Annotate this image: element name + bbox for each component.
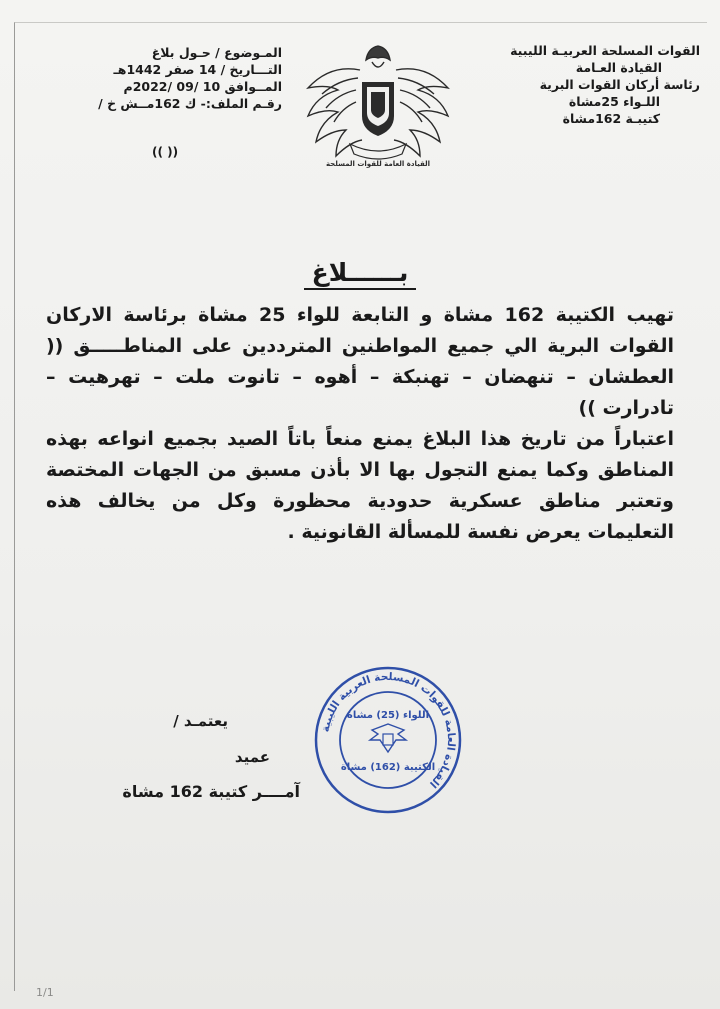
header-line: اللـواء 25مشاة	[568, 94, 660, 109]
eagle-emblem-icon	[300, 40, 456, 175]
header-line: كتيبـة 162مشاة	[562, 111, 660, 126]
stamp-eagle-icon	[370, 724, 406, 752]
approval-label: يعتمـد /	[173, 712, 228, 730]
emblem-caption: القيادة العامة للقوات المسلحة	[325, 160, 431, 168]
stamp-inner-ring	[340, 692, 436, 788]
page-number: 1/1	[36, 986, 54, 999]
document-title	[0, 258, 720, 287]
header-line: القوات المسلحة العربيـة الليبية	[510, 43, 700, 58]
header-organization	[480, 42, 700, 127]
title-text: بــــــلاغ	[304, 258, 417, 290]
stamp-outer-ring	[316, 668, 460, 812]
hijri-date-line: التـــاريخ / 14 صفر 1442هـ	[113, 62, 282, 77]
header-reference	[42, 44, 282, 112]
stamp-rings	[316, 668, 460, 812]
stamp-outer-text: القيادة العامة للقوات المسلحة العربية الليبية	[319, 670, 458, 791]
rank-label: عميد	[234, 748, 270, 766]
stamp-inner-top-text: اللواء (25) مشاة	[346, 710, 430, 721]
subject-line: المـوضوع / حـول بلاغ	[151, 45, 282, 60]
notice-body	[46, 300, 674, 548]
official-stamp-icon	[310, 662, 466, 818]
body-paragraph-1: تهيب الكتيبة 162 مشاة و التابعة للواء 25 مشاة برئاسة الاركان القوات البرية الي جميع المواطنين المترددين على المناطـــــق (( العطشان – تنهضان – تهنبكة – أهوه – تانوت ملت – تهرهيت – تادرارت ))	[46, 304, 674, 419]
file-number-line: رقـم الملف:- ك 162مــش خ /	[98, 96, 282, 111]
gregorian-date-line: المــوافق 10 /09 /2022م	[123, 79, 282, 94]
header-line: القيادة العـامة	[575, 60, 662, 75]
body-paragraph-2: اعتباراً من تاريخ هذا البلاغ يمنع منعاً باتاً الصيد بجميع انواعه بهذه المناطق وكما يمنع التجول بها الا بأذن مسبق من الجهات المختصة وتعتبر مناطق عسكرية حدودية محظورة وكل من يخالف هذه التعليمات يعرض نفسة للمسألة القانونية .	[46, 428, 674, 543]
commander-title: آمــــر كتيبة 162 مشاة	[122, 782, 300, 801]
stamp-inner-bottom-text: الكتيبة (162) مشاة	[340, 762, 436, 773]
header-line: رئاسة أركان القوات البرية	[539, 77, 700, 92]
reference-quotes: (( ))	[152, 145, 179, 159]
